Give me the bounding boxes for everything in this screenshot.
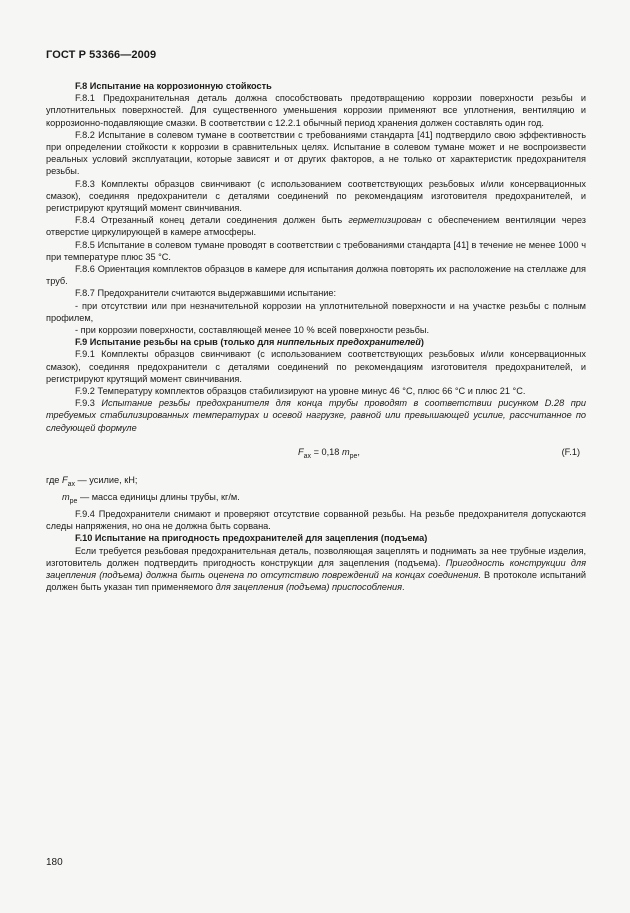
where-label: где	[46, 474, 62, 485]
formula-coefficient: = 0,18	[311, 446, 342, 457]
para-f10-1-italic: Пригодность конструкции для зацепления (подъема) должна быть оценена по отсутствию повреждений на концах соединения	[46, 557, 586, 580]
para-f10-1-mid: . В протоколе испытаний должен быть указан тип применяемого	[46, 569, 587, 593]
section-f9-title-tail: )	[420, 337, 424, 348]
section-f9-title-text: F.9 Испытание резьбы на срыв (только для	[75, 337, 277, 348]
where-m-subscript: pe	[69, 497, 78, 505]
para-f8-4	[46, 214, 586, 238]
section-f9-title	[46, 336, 586, 348]
section-f8-title: F.8 Испытание на коррозионную стойкость	[75, 81, 272, 91]
formula-comma: ,	[357, 446, 360, 457]
where-line-1	[46, 474, 586, 491]
document-body	[46, 80, 586, 593]
para-f9-2: F.9.2 Температуру комплектов образцов стабилизируют на уровне минус 46 °С, плюс 66 °С и плюс 21 °С.	[75, 386, 526, 397]
list-item: - при отсутствии или при незначительной коррозии на уплотнительной поверхности и на участке резьбы с полным профилем,	[46, 300, 586, 323]
section-f9-title-italic: ниппельных предохранителей	[276, 337, 421, 348]
para-f8-4-text: F.8.4 Отрезанный конец детали соединения должен быть	[75, 215, 349, 226]
para-f10-1-text: Если требуется резьбовая предохранительная деталь, позволяющая зацеплять и поднимать за нее трубные изделия, изготовитель должен подтвердить пригодность конструкции для зацепления (подъема).	[46, 545, 586, 568]
formula-m-symbol: m	[341, 446, 350, 457]
where-m-symbol: m	[62, 491, 70, 502]
para-f8-1: F.8.1 Предохранительная деталь должна способствовать предотвращению коррозии поверхности резьбы и уплотнительных поверхностей. Для существенного уменьшения коррозии применяют все уплотнения, вентиляцию и коррозионно-подавляющие смазки. В соответствии с 12.2.1 обычный период хранения должен составлять один год.	[46, 93, 586, 128]
para-f8-3: F.8.3 Комплекты образцов свинчивают (с использованием соответствующих резьбовых и/или консервационных смазок), соединяя предохранители с деталями соединений по рекомендациям изготовителя предохранителей, и регистрируют крутящий момент свинчивания.	[46, 178, 586, 214]
where-f-subscript: ax	[67, 480, 75, 488]
para-f8-4-italic: герметизирован	[348, 215, 422, 226]
formula-f-subscript: ax	[303, 452, 312, 460]
para-f10-1-italic-2: для зацепления (подъема) приспособления	[215, 582, 403, 593]
para-f10-1	[46, 545, 586, 594]
page-number: 180	[46, 857, 63, 868]
formula-f1	[46, 446, 586, 460]
formula-f-symbol: F	[298, 446, 304, 457]
list-item: - при коррозии поверхности, составляющей менее 10 % всей поверхности резьбы.	[75, 325, 430, 336]
section-f10-title: F.10 Испытание на пригодность предохранителей для зацепления (подъема)	[75, 533, 428, 544]
para-f10-1-end: .	[402, 582, 405, 593]
formula-m-subscript: pe	[349, 452, 358, 460]
document-header: ГОСТ Р 53366—2009	[46, 49, 157, 61]
where-f-desc: — усилие, кН;	[75, 474, 138, 485]
para-f8-2: F.8.2 Испытание в солевом тумане в соответствии с требованиями стандарта [41] подтвердило свою эффективность при определении стойкости к коррозии в сравнительных целях. Испытание в солевом тумане может и не воспроизвести реальных условий эксплуатации, которые зависят и от других факторов, а не только от характеристик предохранителя резьбы.	[46, 129, 586, 177]
where-m-desc: — масса единицы длины трубы, кг/м.	[77, 491, 240, 502]
para-f8-7: F.8.7 Предохранители считаются выдержавшими испытание:	[75, 288, 337, 299]
formula-expression	[298, 446, 360, 463]
para-f9-3-italic: Испытание резьбы предохранителя для конца трубы проводят в соответствии рисунком D.28 при требуемых стабилизированных температурах и осевой нагрузке, равной или превышающей усилие, рассчитанное по следующей формуле	[46, 398, 586, 433]
where-line-2	[46, 491, 586, 508]
para-f9-1: F.9.1 Комплекты образцов свинчивают (с использованием соответствующих резьбовых и/или консервационных смазок), соединяя предохранители с деталями соединений по рекомендациям изготовителя предохранителей, и регистрируют крутящий момент свинчивания.	[46, 349, 586, 384]
formula-number: (F.1)	[561, 446, 580, 457]
para-f9-3-num: F.9.3	[75, 398, 102, 409]
para-f9-3	[46, 397, 586, 434]
para-f8-4-tail: с обеспечением вентиляции через отверстие циркулирующей в камере атмосферы.	[46, 215, 587, 238]
para-f9-4: F.9.4 Предохранители снимают и проверяют отсутствие сорванной резьбы. На резьбе предохранителя допускаются следы напряжения, но она не должна быть сорвана.	[46, 508, 586, 532]
where-f-symbol: F	[61, 474, 68, 485]
para-f8-6: F.8.6 Ориентация комплектов образцов в камере для испытания должна повторять их расположение на стеллаже для труб.	[46, 264, 586, 287]
para-f8-5: F.8.5 Испытание в солевом тумане проводят в соответствии с требованиями стандарта [41] в течение не менее 1000 ч при температуре плюс 35 °С.	[46, 239, 586, 262]
